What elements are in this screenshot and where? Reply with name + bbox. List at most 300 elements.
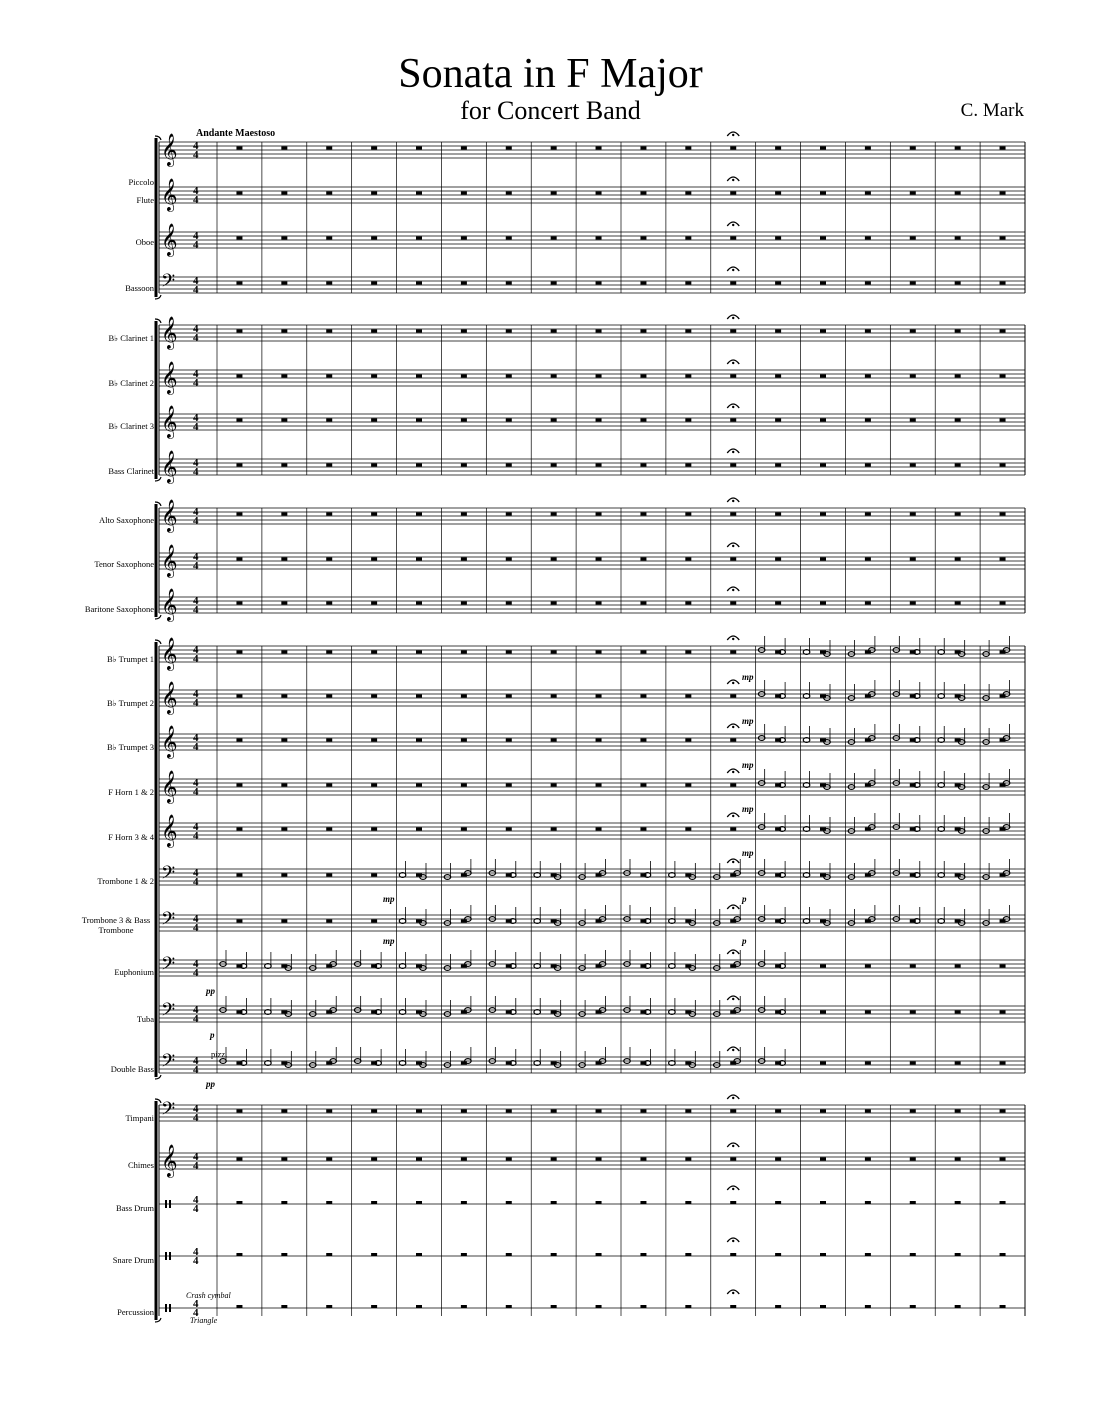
whole-rest — [506, 419, 512, 422]
treble-clef-icon: 𝄞 — [161, 814, 178, 847]
fermata-dot — [732, 638, 734, 640]
whole-rest — [775, 464, 781, 467]
whole-rest — [326, 1201, 332, 1204]
whole-rest — [236, 1110, 242, 1113]
whole-rest — [461, 739, 467, 742]
fermata-dot — [732, 362, 734, 364]
whole-rest — [416, 464, 422, 467]
time-sig-num: 4 — [193, 230, 199, 242]
dynamic-trombone3-b: p — [742, 936, 747, 946]
whole-rest — [506, 282, 512, 285]
whole-rest — [865, 237, 871, 240]
time-sig-den: 4 — [193, 1064, 199, 1076]
time-sig-num: 4 — [193, 457, 199, 469]
bass-clef-icon: 𝄢 — [161, 1051, 176, 1076]
percussion-clef — [169, 1200, 171, 1208]
whole-rest — [506, 1110, 512, 1113]
whole-rest — [955, 1011, 961, 1014]
whole-rest — [326, 651, 332, 654]
whole-rest — [281, 1110, 287, 1113]
whole-rest — [461, 784, 467, 787]
percussion-clef — [165, 1304, 167, 1312]
whole-rest — [461, 828, 467, 831]
instrument-label: F Horn 1 & 2 — [108, 787, 154, 797]
whole-rest — [1000, 965, 1006, 968]
whole-rest — [461, 375, 467, 378]
instrument-label: Trombone 3 & Bass Trombone — [81, 915, 151, 935]
whole-rest — [1000, 419, 1006, 422]
whole-rest — [685, 375, 691, 378]
whole-rest — [820, 965, 826, 968]
whole-rest — [730, 558, 736, 561]
whole-rest — [640, 1201, 646, 1204]
whole-rest — [865, 375, 871, 378]
whole-rest — [416, 192, 422, 195]
whole-rest — [1000, 375, 1006, 378]
whole-rest — [685, 784, 691, 787]
whole-rest — [730, 784, 736, 787]
whole-rest — [326, 1253, 332, 1256]
whole-rest — [551, 828, 557, 831]
whole-rest — [596, 192, 602, 195]
whole-rest — [640, 1253, 646, 1256]
whole-rest — [551, 192, 557, 195]
whole-rest — [955, 147, 961, 150]
whole-rest — [910, 419, 916, 422]
instrument-label: Trombone 1 & 2 — [97, 876, 154, 886]
treble-clef-icon: 𝄞 — [161, 223, 178, 256]
whole-rest — [551, 1305, 557, 1308]
whole-rest — [416, 419, 422, 422]
whole-rest — [820, 1158, 826, 1161]
whole-rest — [551, 739, 557, 742]
treble-clef-icon: 𝄞 — [161, 588, 178, 621]
whole-rest — [326, 147, 332, 150]
whole-rest — [775, 965, 781, 968]
whole-rest — [865, 192, 871, 195]
whole-rest — [281, 1158, 287, 1161]
whole-rest — [326, 784, 332, 787]
whole-rest — [955, 282, 961, 285]
treble-clef-icon: 𝄞 — [161, 405, 178, 438]
dynamic-tuba: p — [210, 1030, 215, 1040]
whole-rest — [236, 695, 242, 698]
whole-rest — [551, 375, 557, 378]
whole-rest — [955, 1253, 961, 1256]
whole-rest — [596, 1110, 602, 1113]
whole-rest — [775, 651, 781, 654]
whole-rest — [236, 282, 242, 285]
whole-rest — [326, 695, 332, 698]
whole-rest — [596, 1201, 602, 1204]
fermata-dot — [732, 815, 734, 817]
whole-rest — [371, 513, 377, 516]
fermata-dot — [732, 1097, 734, 1099]
whole-rest — [685, 330, 691, 333]
dynamic-trombone12-b: p — [742, 894, 747, 904]
whole-rest — [955, 513, 961, 516]
whole-rest — [685, 237, 691, 240]
whole-rest — [910, 695, 916, 698]
instrument-label: Piccolo — [128, 177, 154, 187]
bass-clef-icon: 𝄢 — [161, 954, 176, 979]
time-sig-den: 4 — [193, 1255, 199, 1267]
whole-rest — [820, 1305, 826, 1308]
whole-rest — [596, 1253, 602, 1256]
time-sig-num: 4 — [193, 1055, 199, 1067]
whole-rest — [326, 602, 332, 605]
whole-rest — [506, 602, 512, 605]
whole-rest — [910, 920, 916, 923]
whole-rest — [910, 1062, 916, 1065]
time-sig-num: 4 — [193, 644, 199, 656]
whole-rest — [865, 419, 871, 422]
whole-rest — [640, 558, 646, 561]
whole-rest — [416, 695, 422, 698]
whole-rest — [371, 237, 377, 240]
whole-rest — [730, 1305, 736, 1308]
time-sig-num: 4 — [193, 1004, 199, 1016]
instrument-label: Chimes — [128, 1160, 154, 1170]
score-subtitle: for Concert Band — [460, 96, 641, 125]
whole-rest — [910, 464, 916, 467]
whole-rest — [1000, 330, 1006, 333]
notation-overlay — [220, 636, 1010, 1067]
time-sig-num: 4 — [193, 506, 199, 518]
whole-rest — [281, 695, 287, 698]
whole-rest — [910, 602, 916, 605]
whole-rest — [596, 464, 602, 467]
whole-rest — [910, 237, 916, 240]
time-sig-num: 4 — [193, 323, 199, 335]
whole-rest — [955, 464, 961, 467]
whole-rest — [236, 1305, 242, 1308]
whole-rest — [596, 739, 602, 742]
fermata-dot — [732, 589, 734, 591]
fermata-dot — [732, 861, 734, 863]
whole-rest — [775, 920, 781, 923]
time-sig-num: 4 — [193, 821, 199, 833]
whole-rest — [461, 513, 467, 516]
fermata-dot — [732, 1240, 734, 1242]
fermata-dot — [732, 500, 734, 502]
whole-rest — [685, 282, 691, 285]
time-sig-den: 4 — [193, 1203, 199, 1215]
percussion-clef — [169, 1252, 171, 1260]
whole-rest — [551, 282, 557, 285]
whole-rest — [236, 558, 242, 561]
instrument-label: Tuba — [136, 1014, 154, 1024]
instrument-label: Tenor Saxophone — [94, 559, 154, 569]
whole-rest — [236, 1158, 242, 1161]
instrument-label: Bass Clarinet — [108, 466, 154, 476]
whole-rest — [326, 375, 332, 378]
whole-rest — [910, 375, 916, 378]
whole-rest — [910, 828, 916, 831]
whole-rest — [820, 1110, 826, 1113]
whole-rest — [775, 602, 781, 605]
whole-rest — [326, 1305, 332, 1308]
whole-rest — [596, 513, 602, 516]
treble-clef-icon: 𝄞 — [161, 499, 178, 532]
whole-rest — [551, 419, 557, 422]
whole-rest — [416, 1305, 422, 1308]
treble-clef-icon: 𝄞 — [161, 450, 178, 483]
whole-rest — [281, 602, 287, 605]
time-sig-num: 4 — [193, 1151, 199, 1163]
whole-rest — [236, 1253, 242, 1256]
instrument-label: Baritone Saxophone — [84, 604, 154, 614]
whole-rest — [326, 828, 332, 831]
percussion-triangle: Triangle — [190, 1316, 218, 1325]
whole-rest — [506, 651, 512, 654]
whole-rest — [461, 1253, 467, 1256]
fermata-dot — [732, 406, 734, 408]
whole-rest — [775, 1201, 781, 1204]
instrument-label: B♭ Trumpet 3 — [107, 742, 154, 752]
time-sig-den: 4 — [193, 1307, 199, 1319]
whole-rest — [236, 874, 242, 877]
time-sig-den: 4 — [193, 922, 199, 934]
whole-rest — [461, 1305, 467, 1308]
fermata-dot — [732, 134, 734, 136]
time-sig-den: 4 — [193, 697, 199, 709]
whole-rest — [551, 1158, 557, 1161]
whole-rest — [640, 464, 646, 467]
whole-rest — [865, 282, 871, 285]
whole-rest — [371, 1011, 377, 1014]
whole-rest — [236, 784, 242, 787]
fermata-dot — [732, 317, 734, 319]
whole-rest — [281, 464, 287, 467]
whole-rest — [281, 147, 287, 150]
time-sig-num: 4 — [193, 551, 199, 563]
whole-rest — [281, 375, 287, 378]
whole-rest — [506, 1158, 512, 1161]
fermata-dot — [732, 1188, 734, 1190]
time-sig-num: 4 — [193, 185, 199, 197]
whole-rest — [371, 192, 377, 195]
whole-rest — [820, 1253, 826, 1256]
treble-clef-icon: 𝄞 — [161, 1144, 178, 1177]
whole-rest — [640, 602, 646, 605]
whole-rest — [730, 739, 736, 742]
whole-rest — [281, 1253, 287, 1256]
time-sig-num: 4 — [193, 595, 199, 607]
whole-rest — [685, 1110, 691, 1113]
whole-rest — [640, 828, 646, 831]
whole-rest — [685, 828, 691, 831]
whole-rest — [371, 330, 377, 333]
instrument-label: Flute — [136, 195, 154, 205]
whole-rest — [685, 192, 691, 195]
whole-rest — [596, 1305, 602, 1308]
fermata-dot — [732, 545, 734, 547]
whole-rest — [730, 419, 736, 422]
whole-rest — [1000, 558, 1006, 561]
whole-rest — [865, 1011, 871, 1014]
whole-rest — [730, 330, 736, 333]
treble-clef-icon: 𝄞 — [161, 681, 178, 714]
whole-rest — [775, 282, 781, 285]
whole-rest — [640, 375, 646, 378]
whole-rest — [461, 651, 467, 654]
time-sig-den: 4 — [193, 284, 199, 296]
whole-rest — [371, 1305, 377, 1308]
whole-rest — [955, 602, 961, 605]
whole-rest — [730, 282, 736, 285]
whole-rest — [236, 1062, 242, 1065]
whole-rest — [1000, 1062, 1006, 1065]
whole-rest — [416, 1253, 422, 1256]
whole-rest — [955, 1158, 961, 1161]
whole-rest — [371, 282, 377, 285]
whole-rest — [596, 602, 602, 605]
whole-rest — [506, 920, 512, 923]
whole-rest — [685, 1253, 691, 1256]
time-sig-den: 4 — [193, 967, 199, 979]
whole-rest — [910, 1201, 916, 1204]
percussion-crash-cymbal: Crash cymbal — [186, 1291, 231, 1300]
whole-rest — [326, 513, 332, 516]
whole-rest — [461, 192, 467, 195]
instrument-label: B♭ Clarinet 2 — [108, 378, 154, 388]
treble-clef-icon: 𝄞 — [161, 361, 178, 394]
treble-clef-icon: 𝄞 — [161, 725, 178, 758]
whole-rest — [551, 695, 557, 698]
whole-rest — [640, 513, 646, 516]
whole-rest — [955, 965, 961, 968]
whole-rest — [371, 920, 377, 923]
whole-rest — [506, 147, 512, 150]
bass-clef-icon: 𝄢 — [161, 909, 176, 934]
whole-rest — [820, 419, 826, 422]
whole-rest — [685, 419, 691, 422]
instrument-label: Bassoon — [125, 283, 154, 293]
whole-rest — [730, 695, 736, 698]
whole-rest — [640, 739, 646, 742]
whole-rest — [506, 513, 512, 516]
whole-rest — [685, 464, 691, 467]
fermata-dot — [732, 998, 734, 1000]
whole-rest — [640, 330, 646, 333]
whole-rest — [775, 1062, 781, 1065]
time-sig-den: 4 — [193, 1160, 199, 1172]
time-sig-num: 4 — [193, 275, 199, 287]
whole-rest — [640, 1110, 646, 1113]
whole-rest — [775, 874, 781, 877]
whole-rest — [955, 1305, 961, 1308]
whole-rest — [910, 739, 916, 742]
whole-rest — [596, 419, 602, 422]
fermata-dot — [732, 682, 734, 684]
bass-clef-icon: 𝄢 — [161, 1099, 176, 1124]
whole-rest — [236, 828, 242, 831]
whole-rest — [236, 965, 242, 968]
whole-rest — [865, 1201, 871, 1204]
whole-rest — [416, 1201, 422, 1204]
whole-rest — [640, 784, 646, 787]
whole-rest — [416, 1110, 422, 1113]
whole-rest — [640, 1305, 646, 1308]
tempo-marking: Andante Maestoso — [196, 128, 276, 139]
whole-rest — [775, 330, 781, 333]
time-sig-den: 4 — [193, 332, 199, 344]
whole-rest — [506, 784, 512, 787]
whole-rest — [730, 192, 736, 195]
whole-rest — [416, 739, 422, 742]
whole-rest — [820, 375, 826, 378]
whole-rest — [775, 1158, 781, 1161]
whole-rest — [640, 192, 646, 195]
whole-rest — [910, 282, 916, 285]
whole-rest — [371, 602, 377, 605]
whole-rest — [506, 1253, 512, 1256]
whole-rest — [910, 874, 916, 877]
whole-rest — [506, 695, 512, 698]
whole-rest — [596, 784, 602, 787]
whole-rest — [506, 237, 512, 240]
whole-rest — [416, 375, 422, 378]
whole-rest — [371, 147, 377, 150]
whole-rest — [910, 1110, 916, 1113]
whole-rest — [910, 513, 916, 516]
treble-clef-icon: 𝄞 — [161, 316, 178, 349]
instrument-label: Euphonium — [114, 967, 154, 977]
whole-rest — [371, 828, 377, 831]
whole-rest — [640, 237, 646, 240]
whole-rest — [461, 1158, 467, 1161]
whole-rest — [596, 330, 602, 333]
whole-rest — [281, 192, 287, 195]
bass-clef-icon: 𝄢 — [161, 271, 176, 296]
whole-rest — [416, 282, 422, 285]
whole-rest — [551, 784, 557, 787]
whole-rest — [775, 1305, 781, 1308]
whole-rest — [1000, 237, 1006, 240]
instrument-label: B♭ Clarinet 3 — [108, 421, 154, 431]
whole-rest — [640, 282, 646, 285]
whole-rest — [820, 237, 826, 240]
whole-rest — [326, 558, 332, 561]
whole-rest — [371, 784, 377, 787]
whole-rest — [326, 739, 332, 742]
composer-name: C. Mark — [960, 100, 1024, 121]
whole-rest — [236, 330, 242, 333]
dynamic-horn12: mp — [742, 804, 754, 814]
whole-rest — [236, 419, 242, 422]
whole-rest — [910, 1158, 916, 1161]
staff-lines — [155, 132, 1025, 1322]
instrument-label: Snare Drum — [112, 1255, 154, 1265]
whole-rest — [910, 147, 916, 150]
whole-rest — [775, 739, 781, 742]
whole-rest — [236, 651, 242, 654]
whole-rest — [910, 558, 916, 561]
percussion-clef — [169, 1304, 171, 1312]
whole-rest — [416, 1158, 422, 1161]
whole-rest — [326, 330, 332, 333]
whole-rest — [551, 147, 557, 150]
whole-rest — [775, 558, 781, 561]
whole-rest — [416, 651, 422, 654]
whole-rest — [865, 147, 871, 150]
whole-rest — [910, 192, 916, 195]
time-sig-num: 4 — [193, 867, 199, 879]
whole-rest — [281, 237, 287, 240]
fermata-dot — [732, 952, 734, 954]
whole-rest — [461, 330, 467, 333]
